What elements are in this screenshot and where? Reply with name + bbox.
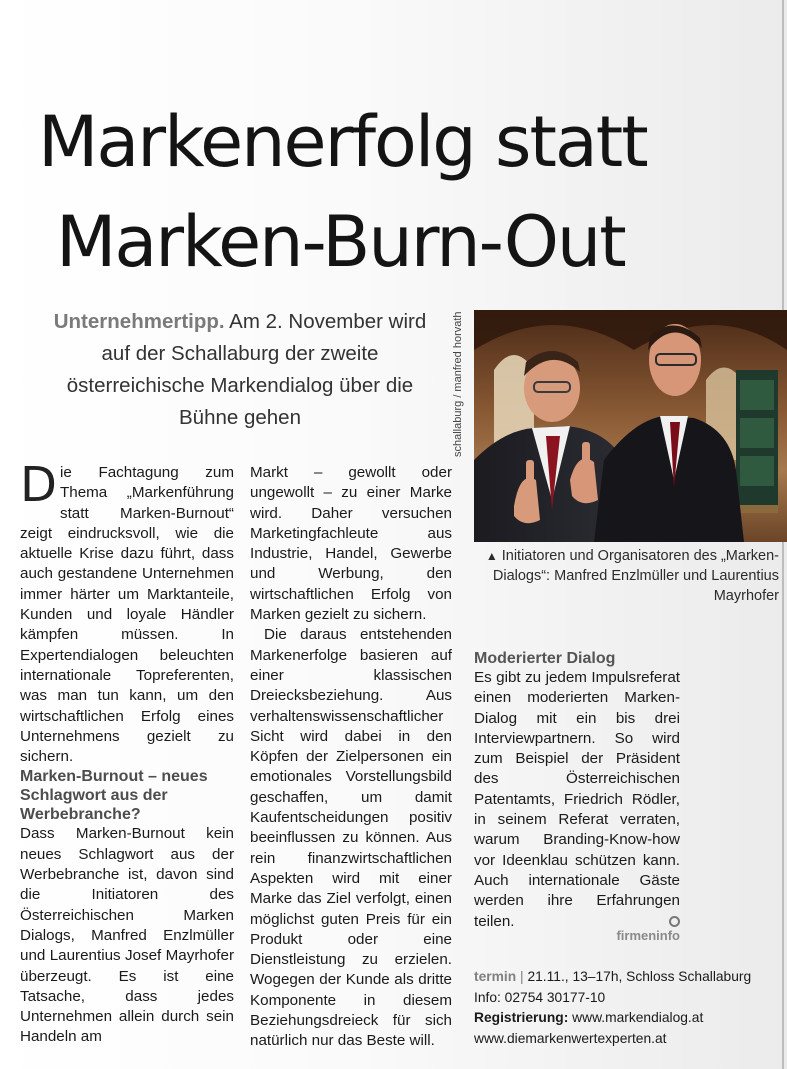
article-column-2 bbox=[250, 463, 452, 1052]
headline-line-1: Markenerfolg statt bbox=[38, 101, 647, 183]
headline-line-2: Marken-Burn-Out bbox=[56, 201, 625, 283]
lead-paragraph bbox=[40, 306, 440, 434]
photograph-icon bbox=[474, 310, 787, 542]
caption-marker-icon: ▲ bbox=[485, 549, 498, 563]
intro-text: ie Fachtagung zum Thema „Markenführung statt Marken-Burnout“ zeigt eindrucksvoll, wie die aktuelle Krise dazu führt, dass auch gestandene Unternehmen immer härter um Marktanteile, Kunden und loyale Händler kämpfen müssen. In Expertendialogen beleuchten internationale Topreferenten, was man tun kann, um den wirtschaftlichen Erfolg eines Unternehmens gezielt zu sichern. bbox=[20, 464, 234, 766]
phone-line: Info: 02754 30177-10 bbox=[474, 989, 606, 1005]
subheading-marken-burnout: Marken-Burnout – neues Schlagwort aus der Werbebranche? bbox=[20, 768, 208, 824]
paragraph-markenerfolge: Die daraus entstehenden Markenerfolge basieren auf einer klassischen Dreiecksbeziehung. Aus verhaltenswissenschaftlicher Sicht wird dabei in den Köpfen der Zielpersonen ein emotionales Vorstellungsbild geschaffen, um damit Kaufentscheidungen positiv beeinflussen zu können. Aus rein finanzwirtschaftlichen Aspekten wird mit einer Marke das Ziel verfolgt, einen möglichst guten Preis für ein Produkt oder eine Dienstleistung zu erzielen. Wogegen der Kunde als dritte Komponente in diesem Beziehungsdreieck für sich natürlich nur das Beste will. bbox=[250, 626, 452, 1050]
registration-line bbox=[474, 1008, 774, 1029]
paragraph-moderierter-dialog bbox=[474, 668, 680, 932]
registration-label: Registrierung: bbox=[474, 1010, 569, 1025]
paragraph-moderierter-dialog-text: Es gibt zu jedem Impulsreferat einen moderierten Marken-Dialog mit ein bis drei Interviewpartnern. So wird zum Beispiel der Präsident des Österreichischen Patentamts, Friedrich Rödler, in seinem Referat verraten, warum Branding-Know-how vor Ideenklau schützen kann. Auch internationale Gäste werden ihre Erfahrungen teilen. bbox=[474, 669, 680, 930]
lead-text: Am 2. November wird auf der Schallaburg der zweite österreichische Markendialog über die Bühne gehen bbox=[66, 310, 427, 429]
dropcap: D bbox=[20, 457, 57, 513]
subheading-moderierter-dialog: Moderierter Dialog bbox=[474, 650, 616, 667]
article-photo bbox=[474, 310, 787, 542]
intro-paragraph bbox=[20, 457, 234, 767]
article-column-3 bbox=[474, 649, 680, 932]
termin-label: termin bbox=[474, 969, 517, 984]
paragraph-marken-burnout-continued: Markt – gewollt oder ungewollt – zu einer Marke wird. Daher versuchen Marketingfachleute aus Industrie, Handel, Gewerbe und Werbung, den wirtschaftlichen Erfolg von Marken gezielt zu sichern. bbox=[250, 464, 452, 624]
paragraph-marken-burnout: Dass Marken-Burnout kein neues Schlagwort aus der Werbebranche ist, davon sind die Initiatoren des Österreichischen Marken Dialogs, Manfred Enzlmüller und Laurentius Josef Mayrhofer überzeugt. Es ist eine Tatsache, dass jedes Unternehmen allein durch sein Handeln am bbox=[20, 825, 234, 1046]
photo-credit-text: schallaburg / manfred horvath bbox=[452, 311, 464, 457]
caption-text: Initiatoren und Organisatoren des „Marken-Dialogs“: Manfred Enzlmüller und Laurentius Mayrhofer bbox=[492, 548, 779, 604]
registration-url[interactable]: www.markendialog.at bbox=[572, 1010, 704, 1025]
photo-credit bbox=[452, 311, 466, 469]
signature: firmeninfo bbox=[616, 928, 680, 943]
termin-line bbox=[474, 967, 774, 988]
info-box bbox=[474, 967, 774, 1049]
lead-kicker: Unternehmertipp. bbox=[53, 310, 225, 333]
photo-caption bbox=[474, 546, 779, 606]
end-mark-icon bbox=[669, 916, 680, 927]
headline bbox=[38, 92, 778, 292]
website-url[interactable]: www.diemarkenwertexperten.at bbox=[474, 1030, 667, 1046]
article-column-1 bbox=[20, 457, 234, 1048]
termin-text: 21.11., 13–17h, Schloss Schallaburg bbox=[527, 969, 752, 984]
termin-separator: | bbox=[520, 969, 524, 984]
